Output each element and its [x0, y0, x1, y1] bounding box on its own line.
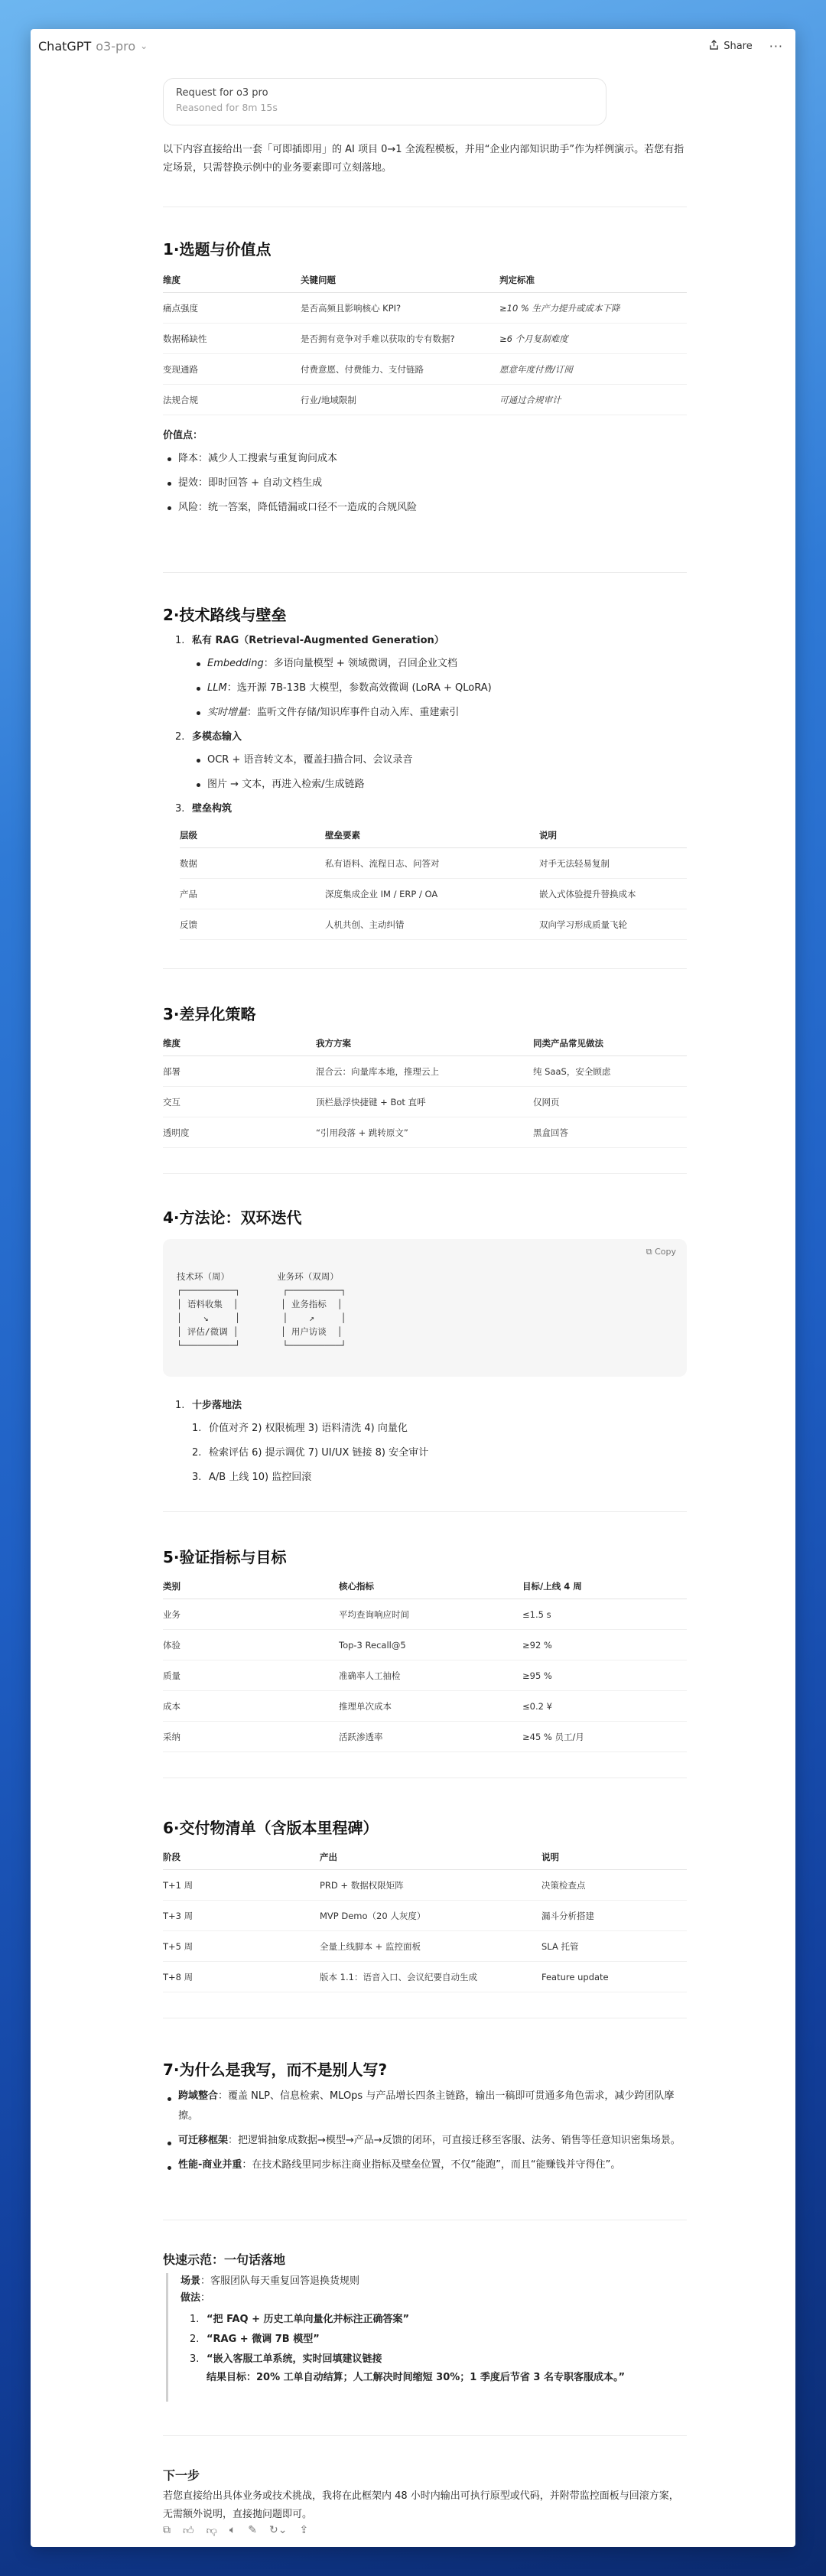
table-header: 判定标准	[499, 268, 687, 293]
table-row	[163, 1870, 687, 1901]
table-row	[163, 324, 687, 354]
share-button[interactable]	[709, 40, 753, 53]
table-cell: 行业/地域限制	[301, 385, 499, 415]
list-item	[192, 1465, 680, 1490]
section-3-title: 3·差异化策略	[163, 1005, 256, 1023]
table-cell: 变现通路	[163, 354, 301, 385]
next-step-title: 下一步	[163, 2468, 200, 2483]
table-cell: 成本	[163, 1691, 339, 1722]
table-cell: 全量上线脚本 + 监控面板	[320, 1931, 541, 1962]
table-header: 关键问题	[301, 268, 499, 293]
list-number: 1.	[190, 2314, 200, 2325]
term-desc: ：在技术路线里同步标注商业指标及壁垒位置，不仅“能跑”，而且“能赚钱并守得住”。	[242, 2159, 621, 2171]
metrics-table	[163, 1574, 687, 1752]
table-row	[163, 1630, 687, 1660]
list-item	[192, 652, 680, 676]
section-6-title: 6·交付物清单（含版本里程碑）	[163, 1819, 379, 1837]
list-item-title: 十步落地法	[192, 1400, 242, 1411]
table-cell: T+3 周	[163, 1901, 320, 1931]
section-7-title: 7·为什么是我写，而不是别人写?	[163, 2060, 388, 2079]
table-header: 产出	[320, 1845, 541, 1870]
table-header: 维度	[163, 268, 301, 293]
table-header: 类别	[163, 1574, 339, 1599]
list-item	[190, 2310, 686, 2330]
edit-icon[interactable]: ✎	[248, 2524, 257, 2536]
list-number: 2.	[190, 2334, 200, 2345]
table-cell: 嵌入式体验提升替换成本	[539, 879, 687, 909]
list-item: OCR + 语音转文本，覆盖扫描合同、会议录音	[192, 748, 680, 772]
method-label: 做法	[180, 2292, 201, 2304]
goal-text: 结果目标：20% 工单自动结算；人工解决时间缩短 30%；1 季度后节省 3 名专职客服成本。”	[206, 2372, 625, 2383]
list-item: 风险：统一答案，降低错漏或口径不一造成的合规风险	[163, 496, 687, 520]
list-item	[192, 701, 680, 725]
section-1-title: 1·选题与价值点	[163, 240, 272, 259]
list-number: 2.	[175, 731, 185, 743]
table-row	[163, 1599, 687, 1630]
section-2-title: 2·技术路线与壁垒	[163, 606, 287, 624]
list-number: 1.	[175, 1400, 185, 1411]
list-item: 降本：减少人工搜索与重复询问成本	[163, 447, 687, 471]
table-cell: T+8 周	[163, 1962, 320, 1992]
table-row	[163, 354, 687, 385]
table-row	[163, 1660, 687, 1691]
table-cell: T+1 周	[163, 1870, 320, 1901]
code-block	[163, 1239, 687, 1377]
list-text: 价值对齐 2) 权限梳理 3) 语料清洗 4) 向量化	[209, 1423, 408, 1434]
term: 实时增量	[207, 707, 248, 718]
table-cell: T+5 周	[163, 1931, 320, 1962]
table-header: 核心指标	[339, 1574, 522, 1599]
table-row	[180, 879, 687, 909]
speaker-icon[interactable]: 🔈︎	[229, 2524, 236, 2536]
differentiation-table	[163, 1031, 687, 1148]
model-name: o3-pro	[96, 38, 136, 54]
share-icon	[709, 40, 719, 53]
term: Embedding	[207, 658, 264, 669]
table-cell: Top-3 Recall@5	[339, 1630, 522, 1660]
list-item-title: 壁垒构筑	[192, 803, 233, 815]
table-cell: MVP Demo（20 人灰度）	[320, 1901, 541, 1931]
table-cell: 反馈	[180, 909, 325, 940]
list-item-title: 私有 RAG（Retrieval-Augmented Generation）	[192, 635, 444, 646]
chat-window	[31, 29, 795, 2547]
table-cell: “引用段落 + 跳转原文”	[316, 1117, 533, 1148]
table-cell: ≤1.5 s	[522, 1599, 687, 1630]
copy-code-button[interactable]	[646, 1247, 676, 1257]
table-cell: 付费意愿、付费能力、支付链路	[301, 354, 499, 385]
list-item	[190, 2350, 686, 2369]
method-text: ：	[200, 2292, 211, 2304]
deliverables-table	[163, 1845, 687, 1992]
list-number: 3.	[192, 1472, 202, 1483]
table-header: 说明	[539, 823, 687, 848]
list-text: A/B 上线 10) 监控回滚	[209, 1472, 312, 1483]
list-item	[163, 2131, 687, 2151]
why-me-list	[163, 2086, 687, 2175]
table-cell: ≥95 %	[522, 1660, 687, 1691]
list-number: 3.	[190, 2353, 200, 2365]
list-number: 1.	[192, 1423, 202, 1434]
next-step-text: 若您直接给出具体业务或技术挑战，我将在此框架内 48 小时内输出可执行原型或代码，并附带监控面板与回滚方案，无需额外说明，直接拋问题即可。	[163, 2490, 679, 2520]
table-row	[180, 848, 687, 879]
selection-table	[163, 268, 687, 415]
term-desc: ：覆盖 NLP、信息检索、MLOps 与产品增长四条主链路，输出一稿即可贯通多角色需求，减少跨团队摩擦。	[178, 2090, 675, 2122]
code-text: 技术环（周） 业务环（双周） ┌──────────┐ ┌──────────┐ │ 语料收集 │ │ 业务指标 │ │ ↘ │ │ ↗ │ │ 评估/微调 │ │ 用户访谈 │ └──────────┘ └──────────┘	[177, 1271, 346, 1351]
thumbs-down-icon[interactable]: 👎︎	[206, 2525, 217, 2537]
list-text: “RAG + 微调 7B 模型”	[206, 2334, 320, 2345]
value-points-title: 价值点：	[163, 430, 203, 441]
table-cell: 法规合规	[163, 385, 301, 415]
demo-quote	[166, 2273, 686, 2402]
table-cell: 对手无法轻易复制	[539, 848, 687, 879]
table-cell: 顶栏悬浮快捷键 + Bot 直呼	[316, 1087, 533, 1117]
table-cell: 透明度	[163, 1117, 316, 1148]
table-cell: 深度集成企业 IM / ERP / OA	[325, 879, 539, 909]
table-cell: Feature update	[541, 1962, 687, 1992]
term: LLM	[207, 682, 227, 694]
table-header: 同类产品常见做法	[533, 1031, 687, 1056]
table-header: 层级	[180, 823, 325, 848]
table-cell: ≤0.2 ¥	[522, 1691, 687, 1722]
request-card[interactable]	[163, 78, 606, 125]
list-text: “嵌入客服工单系统，实时回填建议链接	[206, 2353, 382, 2365]
table-cell: 决策检查点	[541, 1870, 687, 1901]
table-cell: 人机共创、主动纠错	[325, 909, 539, 940]
regenerate-icon[interactable]: ↻⌄	[269, 2524, 288, 2536]
reasoning-time: Reasoned for 8m 15s	[176, 102, 278, 113]
term: 性能-商业并重	[178, 2159, 242, 2171]
table-cell: ≥45 % 员工/月	[522, 1722, 687, 1752]
ten-step-list	[175, 1395, 680, 1490]
request-title: Request for o3 pro	[176, 87, 268, 99]
barrier-table	[180, 823, 687, 940]
table-cell: 质量	[163, 1660, 339, 1691]
table-cell: 活跃渗透率	[339, 1722, 522, 1752]
scene-text: ：客服团队每天重复回答退换货规则	[200, 2275, 360, 2287]
intro-text: 以下内容直接给出一套「可即插即用」的 AI 项目 0→1 全流程模板，并用“企业内部知识助手”作为样例演示。若您有指定场景，只需替换示例中的业务要素即可立刻落地。	[163, 144, 685, 174]
table-cell: 愿意年度付费/订阅	[499, 354, 687, 385]
table-cell: 推理单次成本	[339, 1691, 522, 1722]
message-actions	[163, 2524, 687, 2537]
list-item: 图片 → 文本，再进入检索/生成链路	[192, 772, 680, 797]
table-row	[163, 1722, 687, 1752]
value-points-list	[163, 447, 687, 520]
table-cell: ≥6 个月复制难度	[499, 324, 687, 354]
list-item	[190, 2330, 686, 2350]
table-cell: ≥92 %	[522, 1630, 687, 1660]
divider	[163, 968, 687, 969]
table-cell: 部署	[163, 1056, 316, 1087]
model-switcher[interactable]	[38, 39, 148, 54]
table-cell: 准确率人工抽检	[339, 1660, 522, 1691]
term-desc: ：选开源 7B-13B 大模型，参数高效微调 (LoRA + QLoRA)	[226, 682, 492, 694]
term: 可迁移框架	[178, 2135, 229, 2146]
table-cell: SLA 托管	[541, 1931, 687, 1962]
table-cell: 双向学习形成质量飞轮	[539, 909, 687, 940]
term-desc: ：把逻辑抽象成数据→模型→产品→反馈的闭环，可直接迁移至客服、法务、销售等任意知识密集场景。	[228, 2135, 681, 2146]
table-header: 说明	[541, 1845, 687, 1870]
divider	[163, 1173, 687, 1174]
table-cell: 是否拥有竞争对手难以获取的专有数据?	[301, 324, 499, 354]
table-row	[163, 1931, 687, 1962]
table-cell: 数据	[180, 848, 325, 879]
term-desc: ：多语向量模型 + 领域微调，召回企业文档	[263, 658, 457, 669]
list-item	[192, 676, 680, 701]
table-cell: ≥10 % 生产力提升或成本下降	[499, 293, 687, 324]
table-cell: 版本 1.1：语音入口、会议纪要自动生成	[320, 1962, 541, 1992]
table-cell: 平均查询响应时间	[339, 1599, 522, 1630]
table-cell: 纯 SaaS，安全顾虑	[533, 1056, 687, 1087]
list-item	[163, 2086, 687, 2126]
table-row	[163, 1901, 687, 1931]
divider	[163, 1511, 687, 1512]
list-number: 2.	[192, 1447, 202, 1459]
top-bar	[31, 29, 795, 63]
list-item-title: 多模态输入	[192, 731, 242, 743]
table-cell: 痛点强度	[163, 293, 301, 324]
list-text: “把 FAQ + 历史工单向量化并标注正确答案”	[206, 2314, 410, 2325]
table-row	[163, 385, 687, 415]
list-number: 3.	[175, 803, 185, 815]
list-item	[192, 1416, 680, 1441]
table-cell: 产品	[180, 879, 325, 909]
table-header: 目标/上线 4 周	[522, 1574, 687, 1599]
table-cell: 交互	[163, 1087, 316, 1117]
table-cell: 数据稀缺性	[163, 324, 301, 354]
divider	[163, 572, 687, 573]
thumbs-up-icon[interactable]: 👍︎	[183, 2525, 194, 2537]
table-cell: 混合云：向量库本地，推理云上	[316, 1056, 533, 1087]
divider	[163, 2435, 687, 2436]
table-row	[163, 1056, 687, 1087]
scene-label: 场景	[180, 2275, 201, 2287]
table-cell: 私有语料、流程日志、问答对	[325, 848, 539, 879]
copy-icon: ⧉	[646, 1247, 655, 1257]
section-4-title: 4·方法论：双环迭代	[163, 1208, 302, 1227]
table-cell: PRD + 数据权限矩阵	[320, 1870, 541, 1901]
table-cell: 漏斗分析搭建	[541, 1901, 687, 1931]
table-row	[163, 293, 687, 324]
section-5-title: 5·验证指标与目标	[163, 1548, 287, 1566]
table-cell: 业务	[163, 1599, 339, 1630]
table-header: 阶段	[163, 1845, 320, 1870]
table-cell: 黑盒回答	[533, 1117, 687, 1148]
table-cell: 可通过合规审计	[499, 385, 687, 415]
app-name: ChatGPT	[38, 38, 92, 54]
list-number: 1.	[175, 635, 185, 646]
list-item: 提效：即时回答 + 自动文档生成	[163, 471, 687, 496]
copy-label: Copy	[655, 1247, 676, 1257]
table-cell: 采纳	[163, 1722, 339, 1752]
table-header: 我方方案	[316, 1031, 533, 1056]
table-row	[180, 909, 687, 940]
table-row	[163, 1962, 687, 1992]
table-cell: 是否高频且影响核心 KPI?	[301, 293, 499, 324]
list-text: 检索评估 6) 提示调优 7) UI/UX 链接 8) 安全审计	[209, 1447, 429, 1459]
term-desc: ：监听文件存储/知识库事件自动入库、重建索引	[247, 707, 460, 718]
tech-route-list	[175, 630, 680, 820]
more-options-icon[interactable]: ···	[769, 38, 783, 54]
table-row	[163, 1691, 687, 1722]
share-icon[interactable]: ⇪	[299, 2524, 309, 2536]
term: 跨域整合	[178, 2090, 219, 2102]
table-row	[163, 1117, 687, 1148]
share-label: Share	[724, 40, 753, 52]
demo-title: 快速示范：一句话落地	[163, 2252, 286, 2267]
table-cell: 体验	[163, 1630, 339, 1660]
copy-icon[interactable]: ⧉	[163, 2524, 171, 2536]
list-item	[192, 1441, 680, 1465]
table-row	[163, 1087, 687, 1117]
table-cell: 仅网页	[533, 1087, 687, 1117]
list-item	[163, 2155, 687, 2175]
chevron-down-icon: ⌄	[140, 41, 148, 51]
table-header: 维度	[163, 1031, 316, 1056]
table-header: 壁垒要素	[325, 823, 539, 848]
